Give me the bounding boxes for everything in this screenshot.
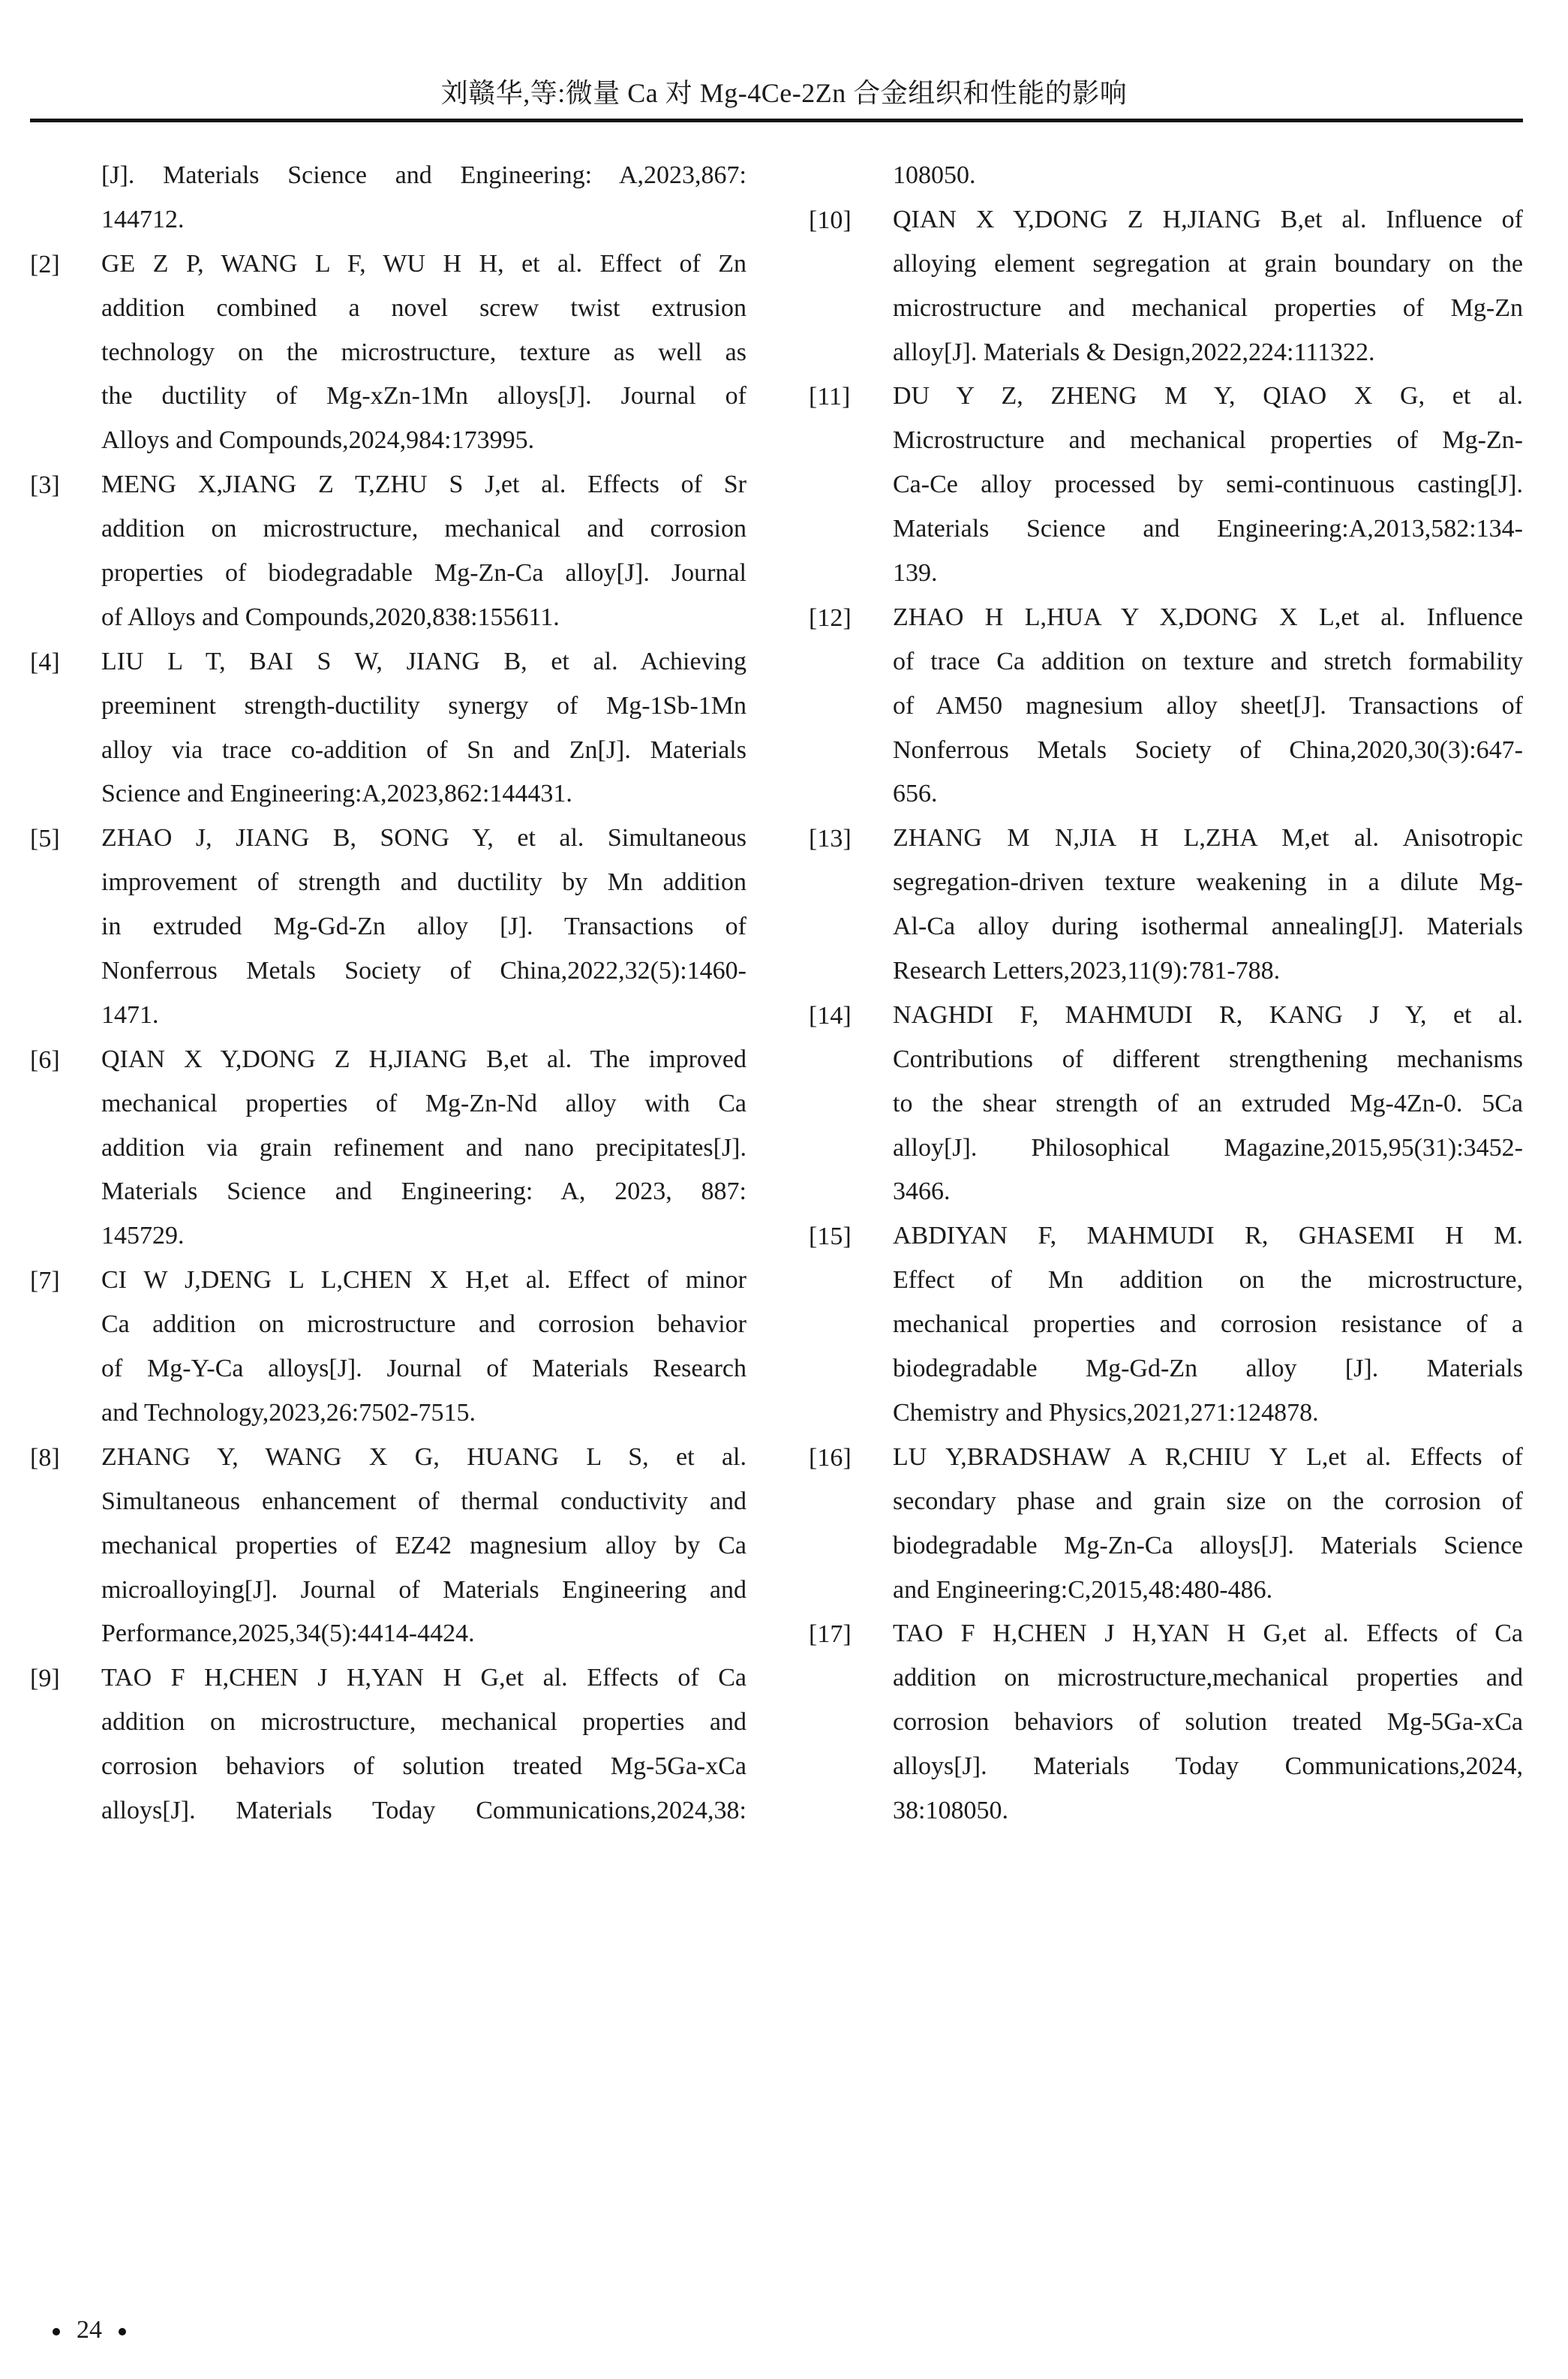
reference-number: [5] <box>30 825 60 853</box>
reference-entry <box>30 1038 746 1259</box>
reference-number: [13] <box>809 825 852 853</box>
reference-line: Nonferrous Metals Society of China,2022,32(5):1460- <box>101 957 746 985</box>
reference-line: alloy via trace co-addition of Sn and Zn[J]. Materials <box>101 735 746 764</box>
reference-entry <box>30 640 746 817</box>
reference-line: 3466. <box>893 1177 951 1206</box>
reference-line: Effect of Mn addition on the microstructure, <box>893 1266 1523 1295</box>
reference-entry <box>809 1436 1523 1613</box>
reference-number: [3] <box>30 471 60 500</box>
reference-line: of Alloys and Compounds,2020,838:155611. <box>101 603 560 631</box>
reference-line: the ductility of Mg-xZn-1Mn alloys[J]. Journal of <box>101 382 746 411</box>
reference-line: addition on microstructure, mechanical properties and <box>101 1708 746 1737</box>
reference-line: Chemistry and Physics,2021,271:124878. <box>893 1398 1319 1427</box>
reference-entry <box>809 596 1523 817</box>
page-number: 24 <box>77 2316 102 2344</box>
reference-line: MENG X,JIANG Z T,ZHU S J,et al. Effects of Sr <box>101 471 746 499</box>
running-header: 刘赣华,等:微量 Ca 对 Mg-4Ce-2Zn 合金组织和性能的影响 <box>440 78 1128 108</box>
reference-line: addition on microstructure,mechanical properties and <box>893 1664 1523 1692</box>
reference-line: microalloying[J]. Journal of Materials Engineering and <box>101 1575 746 1604</box>
reference-entry <box>809 1214 1523 1435</box>
reference-number: [10] <box>809 206 852 234</box>
reference-entry <box>809 198 1523 375</box>
reference-line: microstructure and mechanical properties of Mg-Zn <box>893 293 1523 322</box>
reference-line: addition combined a novel screw twist extrusion <box>101 293 746 322</box>
reference-line: corrosion behaviors of solution treated Mg-5Ga-xCa <box>893 1708 1523 1737</box>
reference-line: LIU L T, BAI S W, JIANG B, et al. Achieving <box>101 647 746 675</box>
reference-line: Al-Ca alloy during isothermal annealing[J]. Materials <box>893 913 1523 941</box>
reference-entry <box>809 1612 1523 1833</box>
references-left-column <box>30 154 746 1833</box>
reference-line: 144712. <box>101 205 185 233</box>
reference-line: ZHAO J, JIANG B, SONG Y, et al. Simultaneous <box>101 824 746 853</box>
reference-entry <box>30 817 746 1037</box>
reference-line: NAGHDI F, MAHMUDI R, KANG J Y, et al. <box>893 1000 1523 1029</box>
reference-line: 656. <box>893 780 938 808</box>
reference-entry <box>30 242 746 463</box>
reference-entry <box>809 154 1523 198</box>
reference-line: Ca-Ce alloy processed by semi-continuous casting[J]. <box>893 471 1523 499</box>
reference-line: Ca addition on microstructure and corrosion behavior <box>101 1310 746 1339</box>
reference-line: alloys[J]. Materials Today Communications,2024, <box>893 1752 1523 1781</box>
reference-line: TAO F H,CHEN J H,YAN H G,et al. Effects of Ca <box>893 1620 1523 1648</box>
reference-line: 1471. <box>101 1000 159 1029</box>
reference-entry <box>809 374 1523 595</box>
reference-line: and Engineering:C,2015,48:480-486. <box>893 1575 1273 1604</box>
reference-entry <box>30 1656 746 1833</box>
reference-line: secondary phase and grain size on the corrosion of <box>893 1487 1523 1515</box>
reference-line: 38:108050. <box>893 1796 1008 1824</box>
reference-line: ZHANG M N,JIA H L,ZHA M,et al. Anisotropic <box>893 824 1523 853</box>
reference-line: Research Letters,2023,11(9):781-788. <box>893 957 1281 985</box>
reference-entry <box>30 1436 746 1656</box>
reference-line: Contributions of different strengthening mechanisms <box>893 1045 1523 1073</box>
reference-entry <box>30 1259 746 1436</box>
reference-line: mechanical properties of EZ42 magnesium alloy by Ca <box>101 1531 746 1559</box>
reference-line: of trace Ca addition on texture and stretch formability <box>893 647 1523 675</box>
bullet-icon <box>53 2328 60 2335</box>
reference-line: biodegradable Mg-Zn-Ca alloys[J]. Materials Science <box>893 1531 1523 1559</box>
reference-line: of AM50 magnesium alloy sheet[J]. Transactions of <box>893 691 1523 720</box>
bullet-icon <box>119 2328 126 2335</box>
reference-line: alloy[J]. Materials & Design,2022,224:111322. <box>893 338 1375 366</box>
reference-entry <box>30 463 746 640</box>
reference-line: Materials Science and Engineering: A, 2023, 887: <box>101 1177 746 1206</box>
reference-line: in extruded Mg-Gd-Zn alloy [J]. Transactions of <box>101 913 746 941</box>
reference-line: QIAN X Y,DONG Z H,JIANG B,et al. Influence of <box>893 205 1523 233</box>
reference-line: GE Z P, WANG L F, WU H H, et al. Effect of Zn <box>101 249 746 278</box>
reference-number: [12] <box>809 603 852 632</box>
reference-line: addition on microstructure, mechanical and corrosion <box>101 515 746 543</box>
reference-line: technology on the microstructure, texture as well as <box>101 338 746 366</box>
reference-number: [9] <box>30 1665 60 1693</box>
reference-line: CI W J,DENG L L,CHEN X H,et al. Effect of minor <box>101 1266 746 1295</box>
references-right-column <box>809 154 1523 1833</box>
reference-line: Microstructure and mechanical properties of Mg-Zn- <box>893 426 1523 455</box>
reference-line: ZHAO H L,HUA Y X,DONG X L,et al. Influence <box>893 603 1523 631</box>
reference-line: preeminent strength-ductility synergy of Mg-1Sb-1Mn <box>101 691 746 720</box>
reference-line: Science and Engineering:A,2023,862:144431. <box>101 780 572 808</box>
reference-line: biodegradable Mg-Gd-Zn alloy [J]. Materials <box>893 1355 1523 1383</box>
reference-line: LU Y,BRADSHAW A R,CHIU Y L,et al. Effects of <box>893 1442 1523 1471</box>
reference-number: [17] <box>809 1620 852 1649</box>
reference-line: DU Y Z, ZHENG M Y, QIAO X G, et al. <box>893 382 1523 411</box>
reference-line: addition via grain refinement and nano precipitates[J]. <box>101 1133 746 1162</box>
reference-line: improvement of strength and ductility by Mn addition <box>101 868 746 897</box>
reference-number: [16] <box>809 1443 852 1472</box>
reference-entry <box>809 994 1523 1214</box>
reference-line: 108050. <box>893 161 976 189</box>
reference-line: of Mg-Y-Ca alloys[J]. Journal of Materials Research <box>101 1355 746 1383</box>
reference-line: 145729. <box>101 1222 185 1250</box>
reference-number: [8] <box>30 1443 60 1472</box>
reference-line: Materials Science and Engineering:A,2013,582:134- <box>893 515 1523 543</box>
reference-line: ZHANG Y, WANG X G, HUANG L S, et al. <box>101 1442 746 1471</box>
reference-line: Nonferrous Metals Society of China,2020,30(3):647- <box>893 735 1523 764</box>
header-rule <box>30 119 1523 122</box>
reference-line: alloys[J]. Materials Today Communications,2024,38: <box>101 1796 746 1824</box>
reference-line: Simultaneous enhancement of thermal conductivity and <box>101 1487 746 1515</box>
reference-number: [2] <box>30 250 60 278</box>
reference-line: ABDIYAN F, MAHMUDI R, GHASEMI H M. <box>893 1222 1523 1250</box>
reference-entry <box>30 154 746 242</box>
reference-line: [J]. Materials Science and Engineering: A,2023,867: <box>101 161 746 189</box>
reference-line: mechanical properties and corrosion resistance of a <box>893 1310 1523 1339</box>
reference-number: [14] <box>809 1001 852 1030</box>
reference-line: properties of biodegradable Mg-Zn-Ca alloy[J]. Journal <box>101 559 746 588</box>
reference-line: Alloys and Compounds,2024,984:173995. <box>101 426 535 455</box>
reference-line: alloying element segregation at grain boundary on the <box>893 249 1523 278</box>
reference-line: alloy[J]. Philosophical Magazine,2015,95(31):3452- <box>893 1133 1523 1162</box>
reference-line: mechanical properties of Mg-Zn-Nd alloy with Ca <box>101 1089 746 1117</box>
reference-line: QIAN X Y,DONG Z H,JIANG B,et al. The improved <box>101 1045 746 1073</box>
reference-line: and Technology,2023,26:7502-7515. <box>101 1398 476 1427</box>
reference-number: [7] <box>30 1267 60 1295</box>
reference-number: [11] <box>809 383 851 411</box>
reference-line: to the shear strength of an extruded Mg-4Zn-0. 5Ca <box>893 1089 1523 1117</box>
reference-line: Performance,2025,34(5):4414-4424. <box>101 1620 475 1648</box>
reference-entry <box>809 817 1523 994</box>
reference-number: [6] <box>30 1045 60 1074</box>
reference-line: corrosion behaviors of solution treated Mg-5Ga-xCa <box>101 1752 746 1781</box>
reference-number: [15] <box>809 1223 852 1251</box>
reference-line: TAO F H,CHEN J H,YAN H G,et al. Effects of Ca <box>101 1664 746 1692</box>
page-footer <box>47 2311 126 2349</box>
reference-number: [4] <box>30 648 60 676</box>
reference-line: 139. <box>893 559 938 588</box>
reference-line: segregation-driven texture weakening in a dilute Mg- <box>893 868 1523 897</box>
